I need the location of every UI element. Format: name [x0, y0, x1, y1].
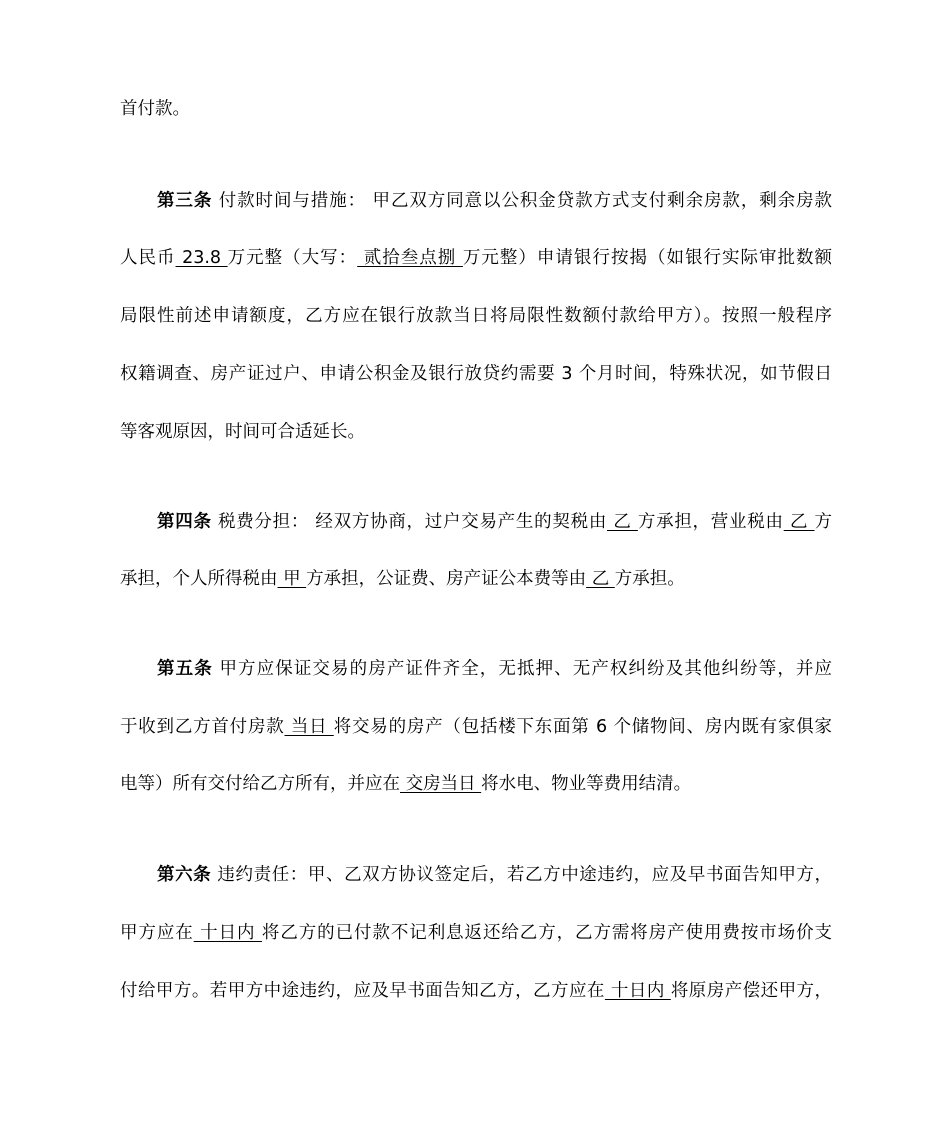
article5-line1 — [120, 657, 832, 681]
article4-text: 方承担，营业税由 — [637, 512, 784, 532]
article3-text: 权籍调查、房产证过户、申请公积金及银行放贷约需要 3 个月时间，特殊状况，如节假日 — [120, 364, 832, 384]
article4-text: 承担，个人所得税由 — [120, 569, 278, 589]
article5-line3 — [120, 772, 832, 796]
article4-line2 — [120, 567, 832, 591]
refund-period: 十日内 — [193, 923, 262, 943]
article3-line3 — [120, 304, 832, 328]
article3-text: 万元整（大写： — [227, 248, 358, 268]
article4-text: 方承担，公证费、房产证公本费等由 — [306, 569, 587, 589]
article5-text: 甲方应保证交易的房产证件齐全，无抵押、无产权纠纷及其他纠纷等，并应 — [212, 659, 833, 679]
article3-text: 等客观原因，时间可合适延长。 — [120, 422, 365, 442]
article6-text: 付给甲方。若甲方中途违约，应及早书面告知乙方，乙方应在 — [120, 981, 605, 1001]
fee-party: 乙 — [586, 569, 615, 589]
article3-text: 万元整）申请银行按揭（如银行实际审批数额 — [462, 248, 833, 268]
article4-text: 税费分担： 经双方协商，过户交易产生的契税由 — [211, 512, 608, 532]
article5-text: 将交易的房产（包括楼下东面第 6 个储物间、房内既有家俱家 — [333, 717, 832, 737]
article6-line2 — [120, 921, 832, 945]
article6-line3 — [120, 979, 832, 1003]
article3-text: 人民币 — [120, 248, 176, 268]
return-period: 十日内 — [604, 981, 671, 1001]
business-tax-party: 乙 — [783, 512, 815, 532]
income-tax-party: 甲 — [277, 569, 307, 589]
paragraph-line — [120, 97, 832, 121]
article5-text: 于收到乙方首付房款 — [120, 717, 285, 737]
article3-line2 — [120, 246, 832, 270]
article6-line1 — [120, 863, 832, 887]
article5-label: 第五条 — [157, 659, 213, 679]
article3-line1 — [120, 189, 832, 213]
article4-line1 — [120, 510, 832, 534]
article5-text: 将水电、物业等费用结清。 — [481, 774, 692, 794]
deed-tax-party: 乙 — [607, 512, 638, 532]
article6-text: 将乙方的已付款不记利息返还给乙方，乙方需将房产使用费按市场价支 — [261, 923, 833, 943]
article3-line4 — [120, 362, 832, 386]
article4-text: 方 — [814, 512, 832, 532]
article5-text: 电等）所有交付给乙方所有，并应在 — [120, 774, 400, 794]
delivery-time: 当日 — [284, 717, 334, 737]
loan-amount: 23.8 — [175, 248, 228, 268]
article3-text: 局限性前述申请额度，乙方应在银行放款当日将局限性数额付款给甲方）。按照一般程序 — [120, 306, 832, 326]
article6-text: 将原房产偿还甲方， — [670, 981, 832, 1001]
settle-time: 交房当日 — [400, 774, 482, 794]
article5-line2 — [120, 715, 832, 739]
article3-label: 第三条 — [157, 191, 213, 211]
article3-text: 付款时间与措施： 甲乙双方同意以公积金贷款方式支付剩余房款，剩余房款 — [212, 191, 833, 211]
loan-amount-daxie: 贰拾叁点捌 — [357, 248, 463, 268]
article4-label: 第四条 — [157, 512, 212, 532]
article6-label: 第六条 — [157, 865, 212, 885]
first-payment-text: 首付款。 — [120, 99, 190, 119]
article6-text: 违约责任：甲、乙双方协议签定后，若乙方中途违约，应及早书面告知甲方， — [211, 865, 833, 885]
article6-text: 甲方应在 — [120, 923, 194, 943]
article4-text: 方承担。 — [614, 569, 685, 589]
article3-line5 — [120, 420, 832, 444]
